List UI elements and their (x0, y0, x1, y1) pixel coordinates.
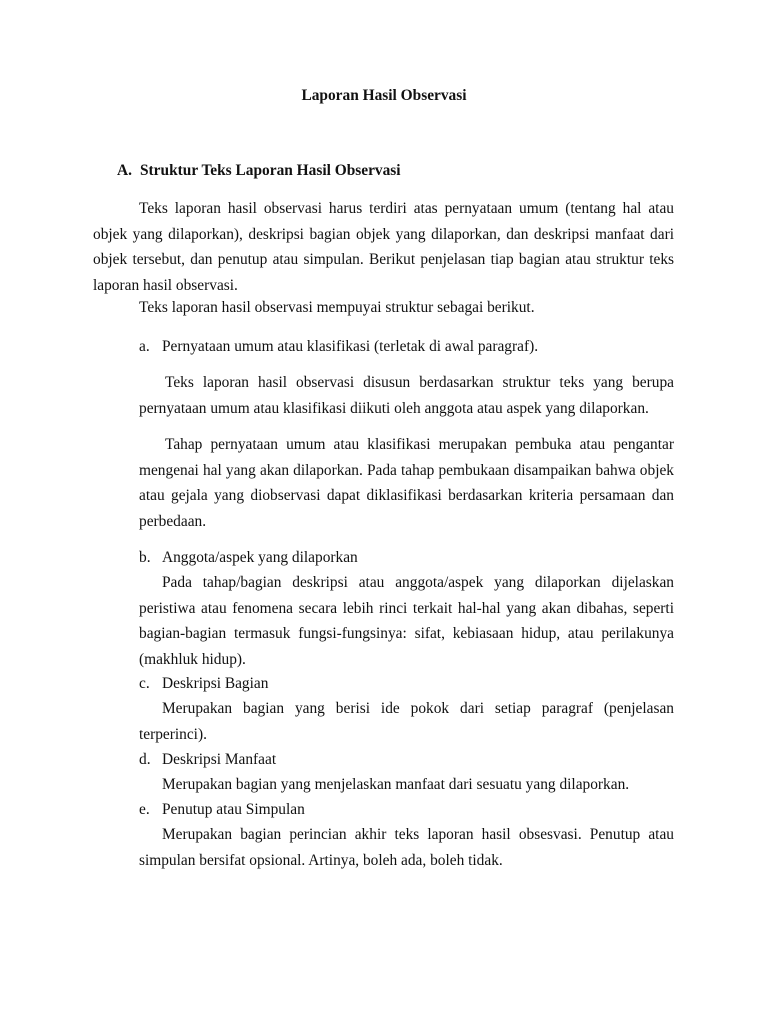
list-item-e-paragraph: Merupakan bagian perincian akhir teks laporan hasil obsesvasi. Penutup atau simpulan bersifat opsional. Artinya, boleh ada, boleh tidak. (139, 826, 674, 869)
list-item-a-paragraph-1: Teks laporan hasil observasi disusun berdasarkan struktur teks yang berupa pernyataan umum atau klasifikasi diikuti oleh anggota atau aspek yang dilaporkan. (139, 374, 674, 417)
section-a-intro-paragraph: Teks laporan hasil observasi harus terdiri atas pernyataan umum (tentang hal atau objek yang dilaporkan), deskripsi bagian objek yang dilaporkan, dan deskripsi manfaat dari objek tersebut, dan penutup atau simpulan. Berikut penjelasan tiap bagian atau struktur teks laporan hasil observasi. (93, 200, 674, 294)
list-item-a (139, 338, 538, 356)
list-item-c-marker: c. (139, 675, 150, 692)
list-item-a-marker: a. (139, 338, 150, 355)
list-item-c-paragraph: Merupakan bagian yang berisi ide pokok dari setiap paragraf (penjelasan terperinci). (139, 700, 674, 743)
list-item-b (139, 549, 358, 567)
list-item-b-label: Anggota/aspek yang dilaporkan (162, 549, 358, 566)
list-item-a-paragraph-2: Tahap pernyataan umum atau klasifikasi merupakan pembuka atau pengantar mengenai hal yang akan dilaporkan. Pada tahap pembukaan disampaikan bahwa objek atau gejala yang diobservasi dapat diklasifikasi berdasarkan kriteria persamaan dan perbedaan. (139, 436, 674, 530)
section-a-heading-text: Struktur Teks Laporan Hasil Observasi (140, 162, 401, 179)
list-item-a-label: Pernyataan umum atau klasifikasi (terletak di awal paragraf). (162, 338, 539, 355)
list-item-d (139, 751, 276, 769)
list-item-e-label: Penutup atau Simpulan (162, 801, 305, 818)
list-item-c (139, 675, 268, 693)
section-a-intro-sentence: Teks laporan hasil observasi mempuyai struktur sebagai berikut. (139, 299, 535, 316)
section-a-marker: A. (117, 162, 132, 179)
list-item-d-marker: d. (139, 751, 151, 768)
list-item-b-paragraph: Pada tahap/bagian deskripsi atau anggota/aspek yang dilaporkan dijelaskan peristiwa atau fenomena secara lebih rinci terkait hal-hal yang akan dibahas, seperti bagian-bagian termasuk fungsi-fungsinya: sifat, kebiasaan hidup, atau perilakunya (makhluk hidup). (139, 574, 674, 668)
list-item-c-label: Deskripsi Bagian (162, 675, 269, 692)
list-item-e-marker: e. (139, 801, 150, 818)
document-title: Laporan Hasil Observasi (301, 87, 467, 104)
list-item-b-marker: b. (139, 549, 151, 566)
section-a-heading (117, 162, 401, 180)
list-item-e (139, 801, 305, 819)
list-item-d-paragraph: Merupakan bagian yang menjelaskan manfaat dari sesuatu yang dilaporkan. (162, 776, 630, 793)
list-item-d-label: Deskripsi Manfaat (162, 751, 277, 768)
